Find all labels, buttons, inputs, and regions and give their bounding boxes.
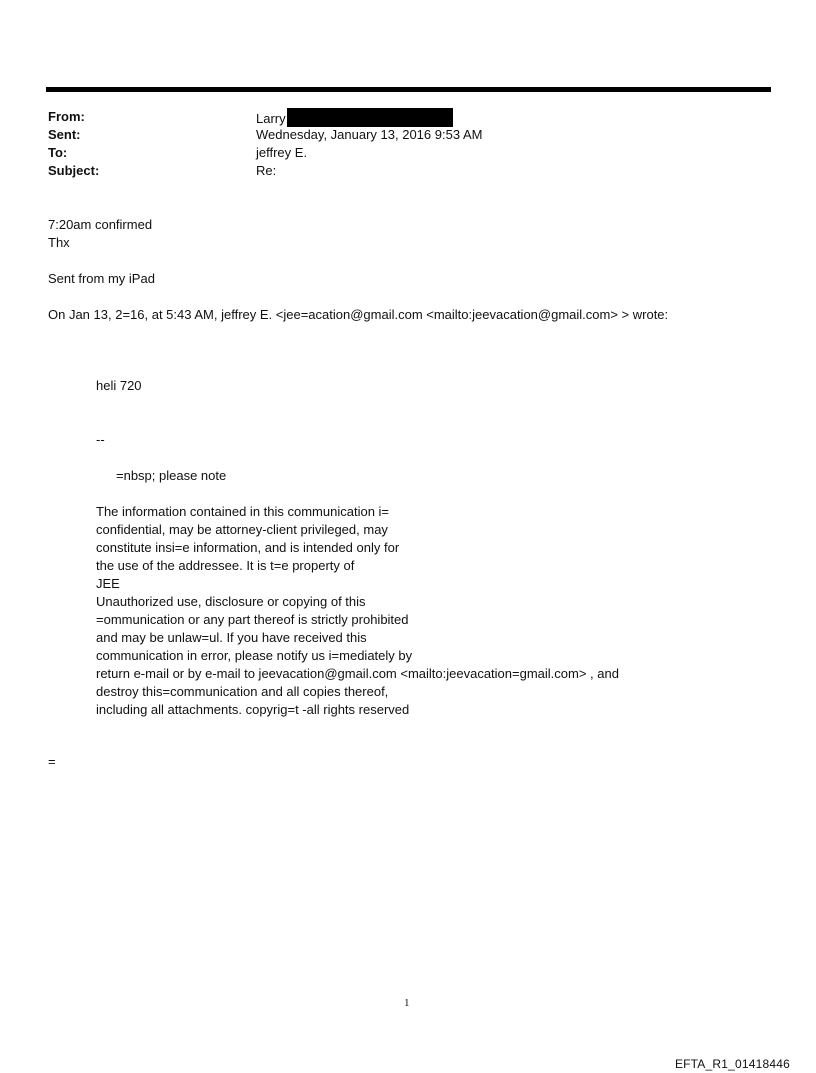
please-note: =nbsp; please note [116,468,227,483]
quoted-message: heli 720 [96,378,142,393]
to-value: jeffrey E. [256,145,308,160]
subject-value: Re: [256,163,277,178]
quote-header: On Jan 13, 2=16, at 5:43 AM, jeffrey E. <jee=acation@gmail.com <mailto:jeevacation@gmail.com> > wrote: [48,307,669,322]
email-signature: Sent from my iPad [48,271,155,286]
disclaimer-line: and may be unlaw=ul. If you have received this [96,630,367,645]
from-name: Larry [256,111,286,126]
body-line-confirmed: 7:20am confirmed [48,217,153,232]
disclaimer-line: Unauthorized use, disclosure or copying of this [96,594,366,609]
sent-value: Wednesday, January 13, 2016 9:53 AM [256,127,483,142]
disclaimer-line: return e-mail or by e-mail to jeevacation@gmail.com <mailto:jeevacation=gmail.com> , and [96,666,619,681]
from-value [256,108,453,128]
subject-label: Subject: [48,163,100,178]
redaction-box [287,108,453,127]
page-number: 1 [404,997,410,1009]
quote-separator: -- [96,432,105,447]
disclaimer-line: constitute insi=e information, and is intended only for [96,540,400,555]
disclaimer-line: communication in error, please notify us i=mediately by [96,648,413,663]
to-label: To: [48,145,68,160]
sent-label: Sent: [48,127,81,142]
disclaimer-line: including all attachments. copyrig=t -all rights reserved [96,702,410,717]
header-rule [46,87,771,92]
disclaimer-line: confidential, may be attorney-client privileged, may [96,522,388,537]
disclaimer-paragraph [96,503,619,719]
disclaimer-line: the use of the addressee. It is t=e property of [96,558,355,573]
disclaimer-line: destroy this=communication and all copies thereof, [96,684,389,699]
disclaimer-line: =ommunication or any part thereof is strictly prohibited [96,612,409,627]
bates-number: EFTA_R1_01418446 [674,1057,790,1071]
body-line-thx: Thx [48,235,70,250]
disclaimer-line: The information contained in this communication i= [96,504,390,519]
trailing-equals: = [48,754,56,769]
disclaimer-line: JEE [96,576,120,591]
from-label: From: [48,109,85,124]
